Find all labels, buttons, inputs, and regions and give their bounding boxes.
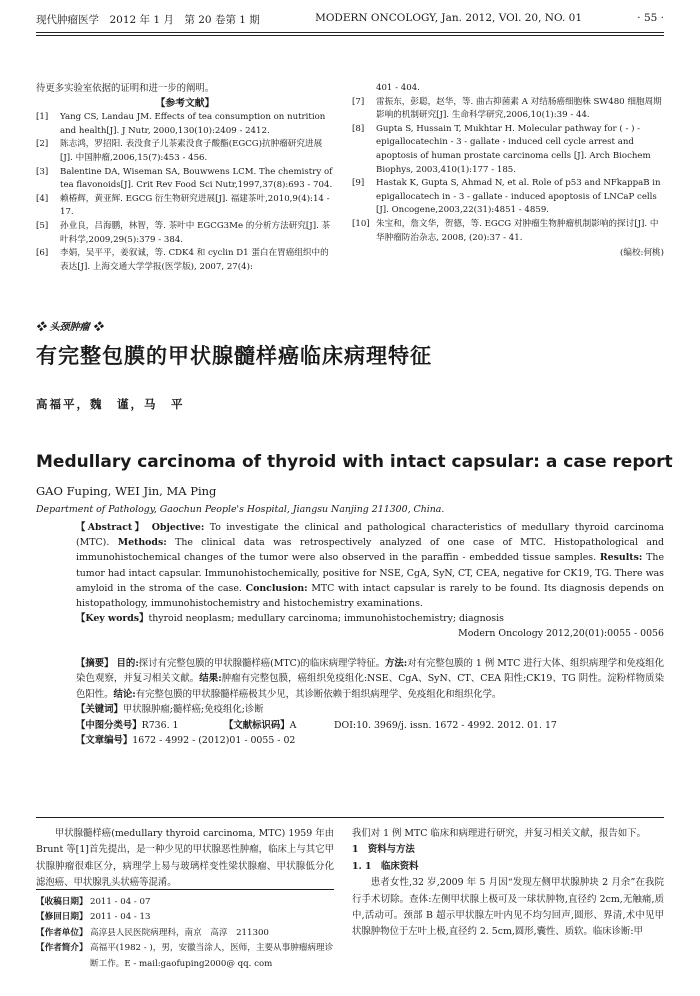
methods-text-cn: 对有完整包膜的 1 例 MTC 进行大体、组织病理学和免疫组化染色观察，并复习相关文献。	[76, 658, 664, 685]
clc-number: R736. 1	[141, 719, 179, 731]
results-label-en: Results:	[599, 552, 643, 564]
footnote-item: 【作者简介】 高福平(1982 - )，男，安徽当涂人，医师，主要从事肿瘤病理诊断工作。E - mail:gaofuping2000@ qq. com	[36, 943, 334, 969]
footnote-rule	[36, 889, 334, 890]
references-title: 【参考文献】	[155, 97, 215, 109]
conclusion-text-en: MTC with intact capsular is rarely to be found. Its diagnosis depends on histopathology, immunohistochemistry and histochemistry examinations.	[76, 582, 664, 610]
prev-article-tail-text: 待更多实验室依据的证明和进一步的阐明。	[36, 83, 215, 94]
doi: DOI:10. 3969/j. issn. 1672 - 4992. 2012. 01. 17	[334, 719, 557, 731]
abstract-cn	[76, 656, 664, 748]
article-number: 1672 - 4992 - (2012)01 - 0055 - 02	[132, 735, 296, 747]
clc-label: 【中图分类号】	[76, 719, 142, 731]
citation-line: Modern Oncology 2012,20(01):0055 - 0056	[458, 628, 664, 640]
reference-item: [5] 孙业良，吕海鹏，林智，等. 茶叶中 EGCG3Me 的分析方法研究[J]. 茶叶科学,2009,29(5):379 - 384.	[36, 220, 331, 245]
footnote-item: 【作者单位】 高淳县人民医院病理科，南京 高淳 211300	[36, 927, 269, 938]
reference-item: [4] 赖椿辉，黄亚辉. EGCG 衍生物研究进展[J]. 福建茶叶,2010,9(4):14 - 17.	[36, 193, 330, 218]
objective-text-cn: 探讨有完整包膜的甲状腺髓样癌(MTC)的临床病理学特征。	[138, 658, 385, 669]
reference-item: [1] Yang CS, Landau JM. Effects of tea consumption on nutrition and health[J]. J Nutr, 2000,130(10):2409 - 2412.	[36, 112, 326, 136]
results-text-en: The tumor had intact capsular. Immunohistochemically, positive for NSE, CgA, SyN, CT, CEA, negative for CK19, TG. There was amyloid in the stroma of the case.	[76, 552, 664, 594]
footnotes	[36, 895, 334, 972]
reference-item: [7] 雷振东，彭聪，赵华，等. 曲古抑菌素 A 对结肠癌细胞株 SW480 细胞周期影响的机制研究[J]. 生命科学研究,2006,10(1):39 - 44.	[352, 96, 662, 121]
reference-continuation: 401 - 404.	[376, 83, 420, 93]
affiliation-en: Department of Pathology, Gaochun People's Hospital, Jiangsu Nanjing 211300, China.	[36, 504, 445, 515]
doc-code-label: 【文献标识码】	[224, 719, 290, 731]
doc-code: A	[289, 719, 297, 731]
keywords-label-en: 【Key words】	[76, 613, 149, 625]
methods-label-cn: 方法:	[384, 658, 408, 669]
methods-text-en: The clinical data was retrospectively analyzed of one case of MTC. Histopathological and immunohistochemical changes of the tumor were also observed in the paraffin - embedded tissue samples.	[76, 537, 664, 564]
case-paragraph: 患者女性,32 岁,2009 年 5 月因“发现左侧甲状腺肿块 2 月余”在我院行手术切除。查体:左侧甲状腺上极可及一球状肿物,直径约 2cm,无触痛,质中,活动可。颈部 B 超示甲状腺左叶内见不均匀回声,圆形、界清,术中见甲状腺肿物位于左叶上极,直径约 2. 5cm,圆形,囊性、质软。临床诊断:甲	[352, 877, 664, 938]
subsection-heading: 1. 1 临床资料	[352, 860, 419, 872]
reference-item: [9] Hastak K, Gupta S, Ahmad N, et al. Role of p53 and NFkappaB in epigallocatech in - 3 - gallate - induced apoptosis of LNCaP cells [J]. Oncogene,2003,22(31):4851 - 4859.	[352, 178, 661, 216]
methods-label-en: Methods:	[117, 537, 167, 549]
section-tag: ❖ 头颈肿瘤 ❖	[36, 322, 103, 333]
running-header	[36, 12, 664, 27]
objective-label-cn: 目的:	[116, 658, 139, 669]
reference-item: [2] 陈志鸿，罗招阳. 表没食子儿茶素没食子酸酯(EGCG)抗肿瘤研究进展[J]. 中国肿瘤,2006,15(7):453 - 456.	[36, 139, 323, 163]
editor-note: (编校:何桃)	[620, 248, 664, 259]
abstract-cn-label: 【摘要】	[76, 658, 114, 669]
reference-item: [8] Gupta S, Hussain T, Mukhtar H. Molecular pathway for ( - ) - epigallocatechin - 3 - gallate - induced cell cycle arrest and apoptosis of human prostate carcinoma cells [J]. Arch Biochem Biophys, 2003,410(1):177 - 185.	[352, 123, 651, 175]
header-journal-en: MODERN ONCOLOGY, Jan. 2012, VOl. 20, NO. 01	[315, 12, 583, 24]
abstract-en	[76, 520, 664, 642]
reference-item: [6] 李娟，吴平平，姜叙诚，等. CDK4 和 cyclin D1 蛋白在胃癌组织中的表达[J]. 上海交通大学学报(医学版), 2007, 27(4):	[36, 248, 329, 272]
footnote-item: 【收稿日期】 2011 - 04 - 07	[36, 897, 151, 907]
footnote-item: 【修回日期】 2011 - 04 - 13	[36, 912, 151, 923]
header-rule-thick	[36, 32, 664, 33]
conclusion-text-cn: 有完整包膜的甲状腺髓样癌极其少见，其诊断依赖于组织病理学、免疫组化和组织化学。	[135, 688, 502, 700]
keywords-label-cn: 【关键词】	[76, 704, 123, 716]
header-page-number: · 55 ·	[637, 12, 664, 24]
conclusion-label-cn: 结论:	[113, 688, 136, 700]
objective-label-en: Objective:	[151, 522, 205, 533]
reference-item: [3] Balentine DA, Wiseman SA, Bouwwens LCM. The chemistry of tea flavonoids[J]. Crit Rev Food Sci Nutr,1997,37(8):693 - 704.	[36, 166, 333, 191]
authors-en: GAO Fuping, WEI Jin, MA Ping	[36, 484, 217, 498]
article-title-en: Medullary carcinoma of thyroid with intact capsular: a case report	[36, 452, 673, 472]
abstract-en-label: 【Abstract】	[76, 522, 147, 533]
reference-item: [10] 朱宝和，詹文华，贺德，等. EGCG 对肿瘤生物肿瘤机制影响的探讨[J]. 中华肿瘤防治杂志, 2008, (20):37 - 41.	[352, 218, 659, 243]
prev-article-left-column	[36, 82, 334, 274]
prev-article-right-column	[352, 82, 664, 261]
body-left-column: 甲状腺髓样癌(medullary thyroid carcinoma, MTC) 1959 年由 Brunt 等[1]首先提出，是一种少见的甲状腺恶性肿瘤，临床上与其它甲状腺肿瘤很难区分，病理学上易与玻璃样变性梁状腺瘤、甲状腺低分化滤泡癌、甲状腺乳头状癌等混淆。	[36, 828, 334, 889]
abstract-separator	[36, 817, 664, 818]
conclusion-label-en: Conclusion:	[245, 582, 308, 594]
article-number-label: 【文章编号】	[76, 735, 133, 747]
results-label-cn: 结果:	[199, 673, 222, 685]
body-right-column	[352, 826, 664, 941]
body-intro: 我们对 1 例 MTC 临床和病理进行研究，并复习相关文献，报告如下。	[352, 828, 647, 839]
authors-cn: 高福平，魏 谨，马 平	[36, 397, 185, 411]
header-journal-cn: 现代肿瘤医学 2012 年 1 月 第 20 卷第 1 期	[36, 14, 260, 26]
results-text-cn: 肿瘤有完整包膜，癌组织免疫组化:NSE、CgA、SyN、CT、CEA 阳性;CK19、TG 阴性。淀粉样物质染色阳性。	[76, 673, 664, 700]
keywords-cn: 甲状腺肿瘤;髓样癌;免疫组化;诊断	[122, 704, 264, 716]
section-heading: 1 资料与方法	[352, 844, 415, 856]
objective-text-en: To investigate the clinical and pathological characteristics of medullary thyroid carcinoma (MTC).	[76, 522, 665, 549]
article-title-cn: 有完整包膜的甲状腺髓样癌临床病理特征	[36, 344, 432, 368]
keywords-en: thyroid neoplasm; medullary carcinoma; immunohistochemistry; diagnosis	[148, 613, 504, 625]
header-rule-thin	[36, 35, 664, 36]
